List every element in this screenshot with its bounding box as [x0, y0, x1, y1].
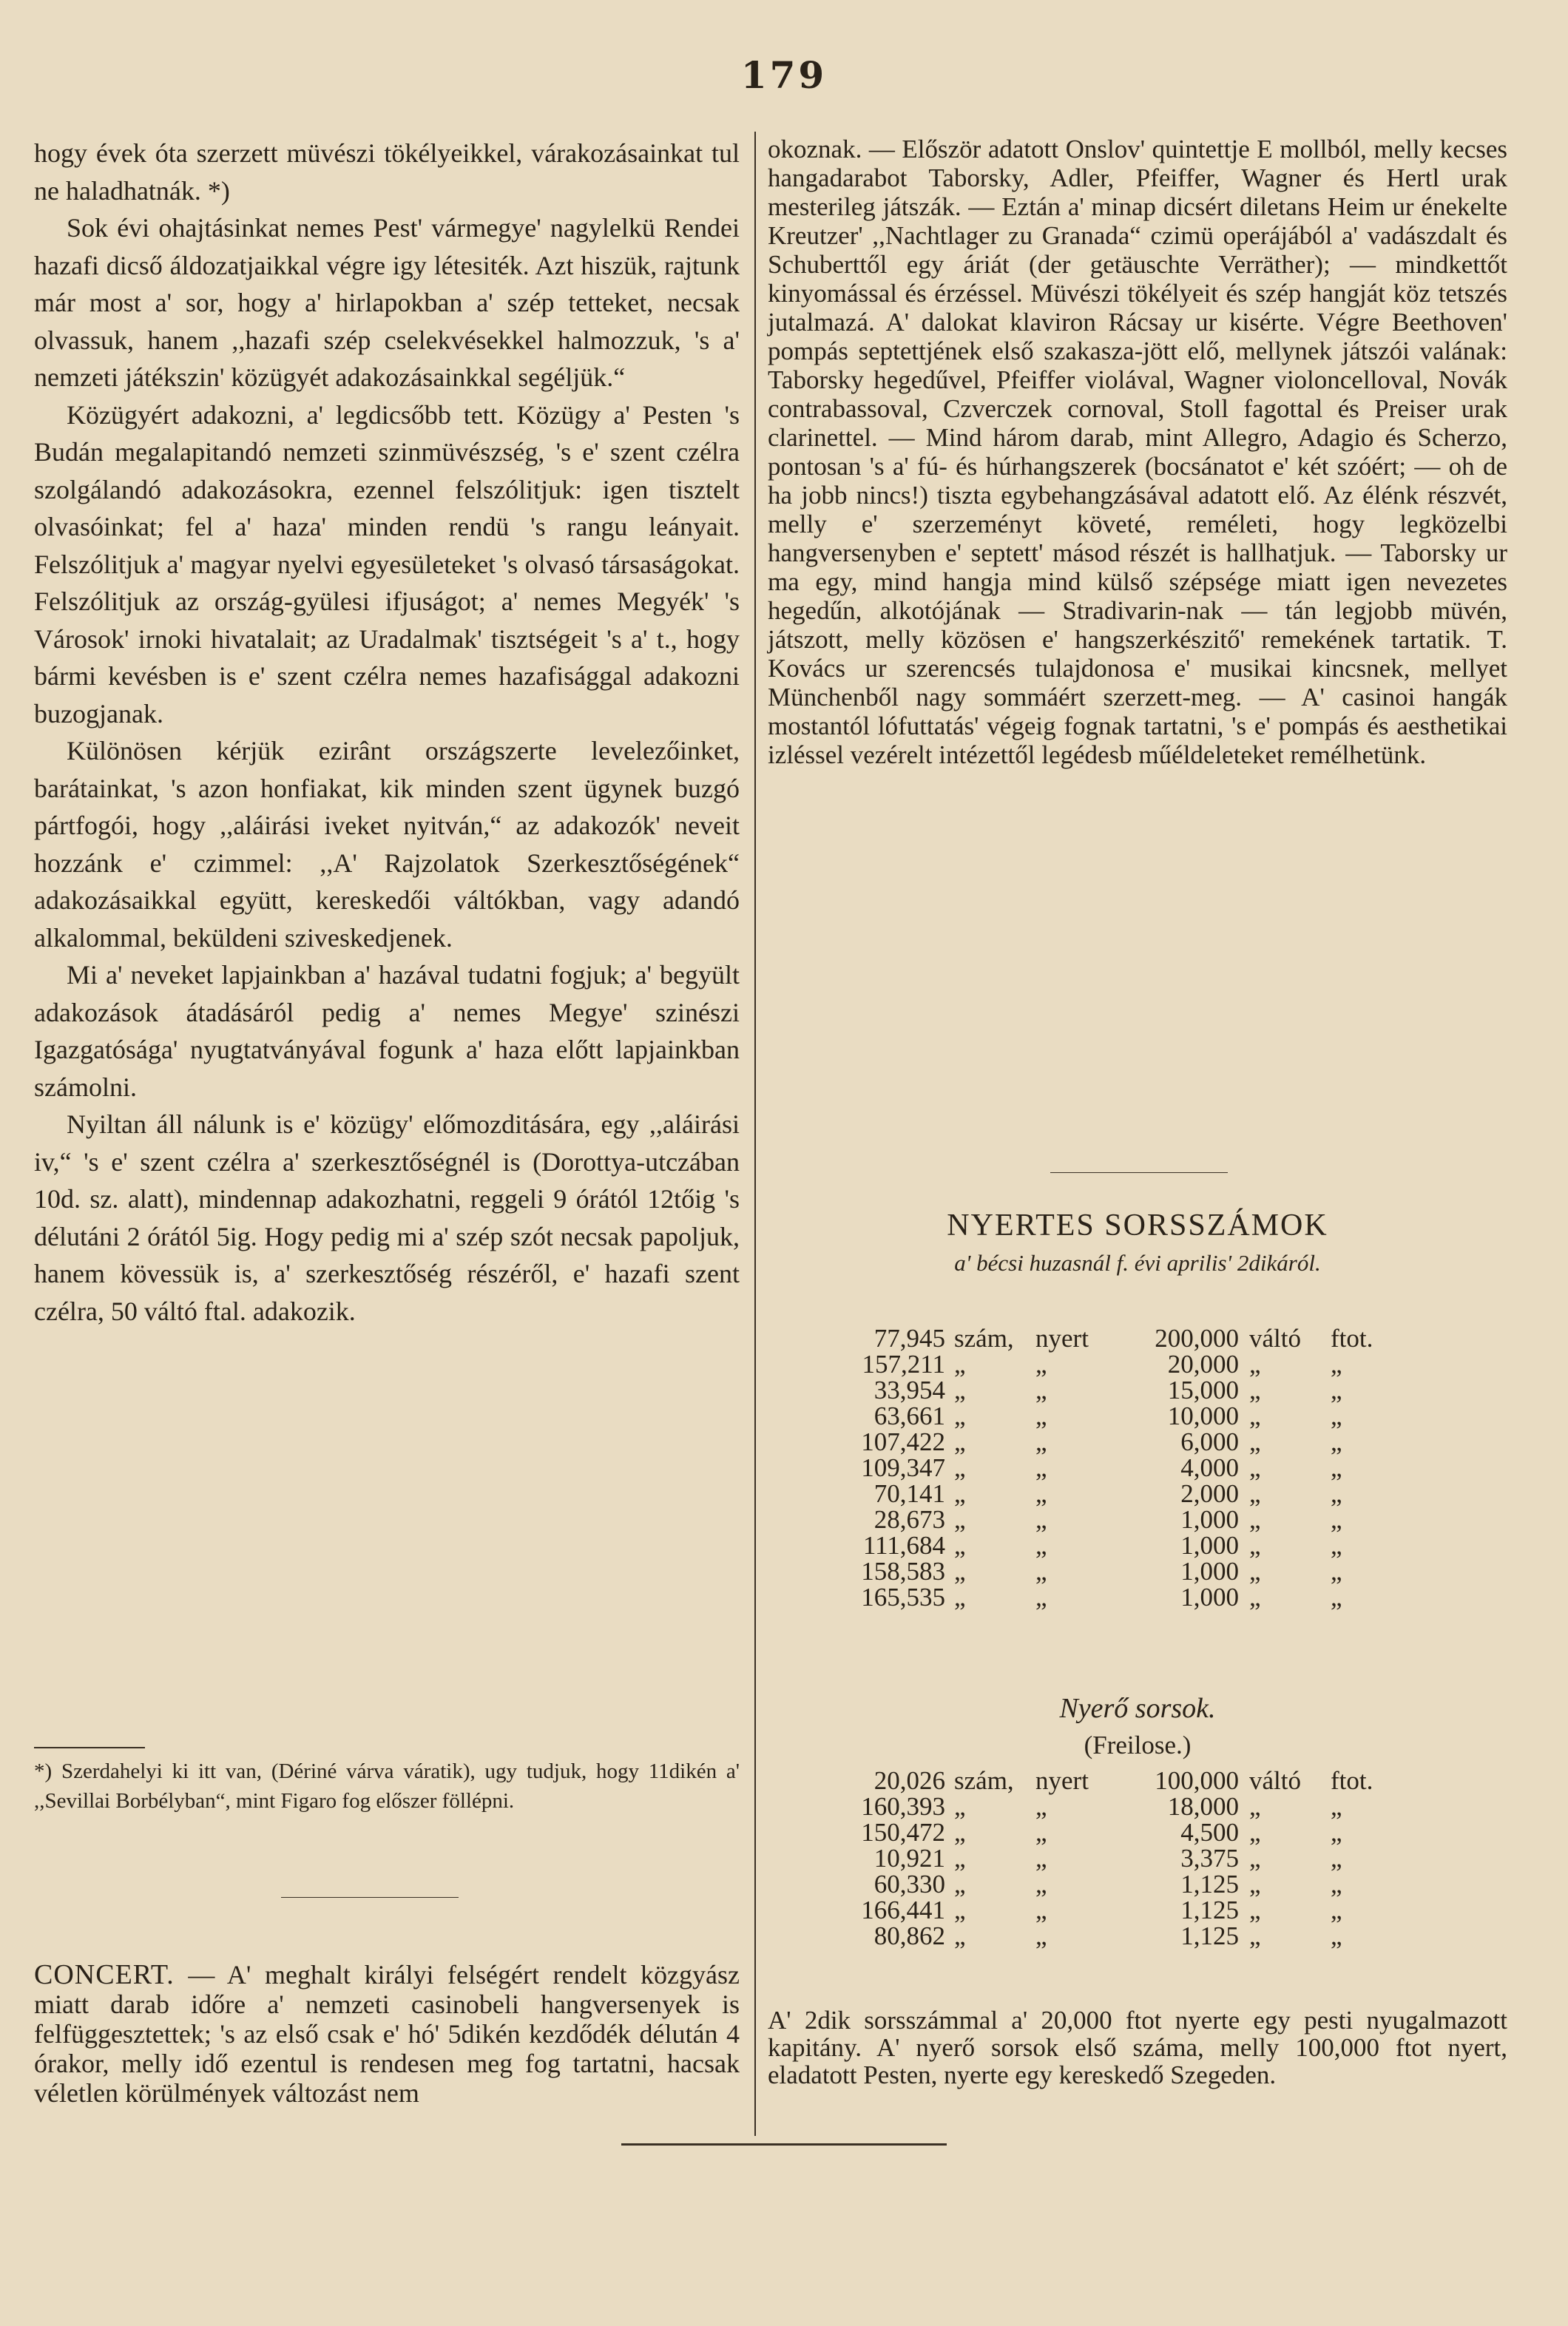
lottery-cell-w3: „ [1249, 1818, 1261, 1847]
lottery-cell-num: 109,347 [861, 1453, 945, 1482]
lottery-cell-amount: 10,000 [1167, 1402, 1239, 1430]
bottom-rule [621, 2143, 947, 2146]
column-divider [754, 132, 756, 2136]
lottery-cell-w1: szám, [954, 1324, 1014, 1353]
lottery-cell-w4: „ [1331, 1479, 1342, 1508]
lottery-cell-num: 165,535 [861, 1583, 945, 1612]
lottery-cell-w4: „ [1331, 1453, 1342, 1482]
right-column [768, 135, 1507, 769]
lottery-cell-num: 107,422 [861, 1427, 945, 1456]
lottery-cell-amount: 200,000 [1155, 1324, 1239, 1353]
lottery-cell-w3: „ [1249, 1921, 1261, 1950]
lottery-cell-amount: 20,000 [1167, 1350, 1239, 1379]
lottery-cell-w4: „ [1331, 1402, 1342, 1430]
lottery-row [820, 1377, 1390, 1403]
lottery-cell-w2: nyert [1035, 1766, 1089, 1795]
lottery-cell-w4: „ [1331, 1376, 1342, 1404]
lottery-cell-w2: „ [1035, 1531, 1047, 1560]
lottery-cell-w3: „ [1249, 1479, 1261, 1508]
lottery-cell-amount: 1,000 [1180, 1505, 1239, 1534]
lottery-row [820, 1351, 1390, 1377]
lottery-cell-num: 10,921 [873, 1844, 945, 1873]
nyero-heading: Nyerő sorsok. [1059, 1693, 1216, 1724]
lottery-cell-w3: „ [1249, 1844, 1261, 1873]
right-paragraph: okoznak. — Először adatott Onslov' quintettje E mollból, melly kecses hangadarabot Taborsky, Adler, Pfeiffer, Wagner és Hertl urak mesterileg játszák. — Eztán a' minap dicsért diletans Heim ur énekelte Kreutzer' ,,Nachtlager zu Granada“ czimü operájából a' vadászdalt és Schuberttől egy áriát (der getäuschte Verräther); — mindkettőt kinyomással és érzéssel. Müvészi tökélyeit és szép hangját köz tetszés jutalmazá. A' dalokat klaviron Rácsay ur kisérte. Végre Beethoven' pompás septettjének első szakasza-jött elő, mellynek játszói valának: Taborsky hegedűvel, Pfeiffer violával, Wagner violoncelloval, Novák contrabassoval, Czverczek cornoval, Stoll fagottal és Preiser urak clarinettel. — Mind három darab, mint Allegro, Adagio és Scherzo, pontosan 's a' fú- és húrhangszerek (bocsánatot e' két szóért; — oh de ha jobb nincs!) tiszta egybehangzásával adatott elő. Az élénk részvét, melly e' szerzeményt követé, reméleti, hogy legközelbi hangversenyben e' septett' másod részét is hallhatjuk. — Taborsky ur ma egy, mind hangja mind külső szépsége miatt igen nevezetes hegedűn, alkotójának — Stradivarin-nak — tán legjobb müvén, játszott, melly közösen e' hangszerkészitő' remekének tartatik. T. Kovács ur szerencsés tulajdonosa e' musikai kincsnek, mellyet Münchenből nagy sommáért szerzett-meg. — A' casinoi hangák mostantól lófuttatás' végeig fognak tartatni, 's e' pompás és aesthetikai izléssel vezérelt intézettől legédesb műéldeleteket remélhetünk. [768, 135, 1507, 769]
lottery-cell-amount: 18,000 [1167, 1792, 1239, 1821]
lottery-cell-w1: szám, [954, 1766, 1014, 1795]
left-paragraph-3: Közügyért adakozni, a' legdicsőbb tett. Közügy a' Pesten 's Budán megalapitandó nemzeti szinmüvészség, 's e' szent czélra szolgálandó adakozásokra, ezennel felszólitjuk: igen tisztelt olvasóinkat; fel a' haza' minden rendü 's rangu leányait. Felszólitjuk a' magyar nyelvi egyesületeket 's olvasó társaságokat. Felszólitjuk az ország-gyülesi ifjuságot; a' nemes Megyék' 's Városok' irnoki hivatalait; az Uradalmak' tisztségeit 's a' t., hogy bármi kevésben is e' szent czélra nemes hazafisággal adakozni buzogjanak. [34, 399, 740, 728]
lottery-row [820, 1481, 1390, 1507]
lottery-row [820, 1845, 1390, 1871]
lottery-cell-amount: 2,000 [1180, 1479, 1239, 1508]
concert-article [34, 1960, 740, 2108]
lottery-cell-w4: „ [1331, 1583, 1342, 1612]
lottery-cell-w3: „ [1249, 1505, 1261, 1534]
lottery-cell-num: 60,330 [873, 1870, 945, 1899]
lottery-row [820, 1584, 1390, 1610]
lottery-row [820, 1768, 1390, 1793]
lottery-cell-num: 28,673 [873, 1505, 945, 1534]
left-column [34, 135, 740, 1330]
lottery-cell-num: 157,211 [862, 1350, 945, 1379]
lottery-cell-amount: 4,000 [1180, 1453, 1239, 1482]
lottery-cell-amount: 1,000 [1180, 1583, 1239, 1612]
footnote-rule [34, 1747, 145, 1748]
lottery-cell-w3: „ [1249, 1583, 1261, 1612]
lottery-row [820, 1871, 1390, 1897]
lottery-cell-w1: „ [954, 1870, 966, 1899]
lottery-cell-amount: 4,500 [1180, 1818, 1239, 1847]
lottery-subtitle: a' bécsi huzasnál f. évi aprilis' 2dikáról. [954, 1250, 1321, 1276]
lottery-cell-w2: „ [1035, 1350, 1047, 1379]
lottery-row [820, 1403, 1390, 1429]
lottery-row [820, 1532, 1390, 1558]
lottery-row [820, 1923, 1390, 1949]
left-paragraph-6: Nyiltan áll nálunk is e' közügy' előmozditására, egy ,,aláirási iv,“ 's e' szent czélra a' szerkesztőségnél is (Dorottya-utczában 10d. sz. alatt), mindennap adakozhatni, reggeli 9 órától 12tőig 's délutáni 2 órától 5ig. Hogy pedig mi a' szép szót necsak papoljuk, hanem kövessük is, a' szerkesztőség részéről, e' hazafi szent czélra, 50 váltó ftal. adakozik. [34, 1109, 740, 1326]
lottery-cell-w3: váltó [1249, 1324, 1301, 1353]
concert-heading: CONCERT. [34, 1959, 175, 1990]
lottery-cell-w1: „ [954, 1531, 966, 1560]
lottery-cell-w2: „ [1035, 1505, 1047, 1534]
lottery-title: NYERTES SORSSZÁMOK [947, 1208, 1328, 1243]
lottery-cell-w3: „ [1249, 1870, 1261, 1899]
lottery-closing: A' 2dik sorsszámmal a' 20,000 ftot nyerte egy pesti nyugalmazott kapitány. A' nyerő sorsok első száma, melly 100,000 ftot nyert, eladatott Pesten, nyerte egy kereskedő Szegeden. [768, 2006, 1507, 2089]
lottery-cell-num: 63,661 [873, 1402, 945, 1430]
lottery-cell-num: 20,026 [873, 1766, 945, 1795]
lottery-cell-w1: „ [954, 1896, 966, 1924]
lottery-cell-w1: „ [954, 1921, 966, 1950]
section-rule [281, 1897, 459, 1898]
lottery-cell-w4: „ [1331, 1818, 1342, 1847]
lottery-cell-w3: „ [1249, 1896, 1261, 1924]
lottery-cell-w3: „ [1249, 1531, 1261, 1560]
lottery-row [820, 1793, 1390, 1819]
lottery-main-table [820, 1325, 1390, 1610]
lottery-cell-w2: nyert [1035, 1324, 1089, 1353]
lottery-cell-w4: „ [1331, 1505, 1342, 1534]
lottery-cell-w3: „ [1249, 1453, 1261, 1482]
lottery-cell-w3: váltó [1249, 1766, 1301, 1795]
lottery-cell-w1: „ [954, 1792, 966, 1821]
lottery-cell-w2: „ [1035, 1896, 1047, 1924]
freilose-label: (Freilose.) [1084, 1731, 1192, 1759]
lottery-cell-amount: 15,000 [1167, 1376, 1239, 1404]
lottery-cell-num: 166,441 [861, 1896, 945, 1924]
lottery-cell-num: 111,684 [862, 1531, 945, 1560]
lottery-cell-w1: „ [954, 1453, 966, 1482]
left-paragraph-1: hogy évek óta szerzett müvészi tökélyeikkel, várakozásainkat tul ne haladhatnák. *) [34, 138, 740, 206]
lottery-cell-w2: „ [1035, 1427, 1047, 1456]
lottery-cell-num: 80,862 [873, 1921, 945, 1950]
lottery-cell-w1: „ [954, 1479, 966, 1508]
lottery-cell-w4: „ [1331, 1531, 1342, 1560]
lottery-cell-w2: „ [1035, 1583, 1047, 1612]
lottery-cell-amount: 100,000 [1155, 1766, 1239, 1795]
lottery-cell-amount: 6,000 [1180, 1427, 1239, 1456]
left-paragraph-5: Mi a' neveket lapjainkban a' hazával tudatni fogjuk; a' begyült adakozások átadásáról pedig a' nemes Megye' szinészi Igazgatósága' nyugtatványával fogunk a' haza előtt lapjainkban számolni. [34, 960, 740, 1102]
lottery-rule [1050, 1172, 1228, 1173]
left-paragraph-2: Sok évi ohajtásinkat nemes Pest' vármegye' nagylelkü Rendei hazafi dicső áldozatjaikkal végre igy létesiték. Azt hiszük, rajtunk már most a' sor, hogy a' hirlapokban a' szép tetteket, necsak olvassuk, hanem ,,hazafi szép cselekvésekkel halmozzuk, 's a' nemzeti játékszin' közügyét adakozásainkkal segéljük.“ [34, 213, 740, 392]
lottery-cell-w4: ftot. [1331, 1766, 1373, 1795]
lottery-cell-amount: 1,125 [1180, 1921, 1239, 1950]
lottery-cell-w2: „ [1035, 1453, 1047, 1482]
lottery-cell-w4: „ [1331, 1896, 1342, 1924]
lottery-cell-w4: „ [1331, 1792, 1342, 1821]
lottery-cell-w1: „ [954, 1557, 966, 1586]
lottery-cell-w2: „ [1035, 1557, 1047, 1586]
lottery-cell-w1: „ [954, 1427, 966, 1456]
lottery-cell-amount: 3,375 [1180, 1844, 1239, 1873]
lottery-cell-amount: 1,125 [1180, 1896, 1239, 1924]
lottery-row [820, 1455, 1390, 1481]
lottery-cell-num: 33,954 [873, 1376, 945, 1404]
lottery-cell-w1: „ [954, 1505, 966, 1534]
lottery-cell-num: 160,393 [861, 1792, 945, 1821]
lottery-cell-w1: „ [954, 1583, 966, 1612]
lottery-cell-w4: „ [1331, 1557, 1342, 1586]
lottery-cell-num: 158,583 [861, 1557, 945, 1586]
lottery-cell-w2: „ [1035, 1479, 1047, 1508]
lottery-cell-w3: „ [1249, 1427, 1261, 1456]
lottery-cell-num: 70,141 [873, 1479, 945, 1508]
lottery-cell-num: 150,472 [861, 1818, 945, 1847]
lottery-cell-w4: „ [1331, 1921, 1342, 1950]
lottery-cell-w2: „ [1035, 1402, 1047, 1430]
lottery-cell-w1: „ [954, 1844, 966, 1873]
footnote: *) Szerdahelyi ki itt van, (Dériné várva váratik), ugy tudjuk, hogy 11dikén a' ,,Sevillai Borbélyban“, mint Figaro fog előszer föllépni. [34, 1759, 740, 1813]
lottery-cell-w2: „ [1035, 1792, 1047, 1821]
lottery-cell-w2: „ [1035, 1376, 1047, 1404]
lottery-row [820, 1429, 1390, 1455]
lottery-free-table [820, 1768, 1390, 1949]
lottery-row [820, 1897, 1390, 1923]
lottery-cell-w3: „ [1249, 1402, 1261, 1430]
lottery-cell-w4: „ [1331, 1870, 1342, 1899]
page-number: 179 [740, 53, 828, 97]
lottery-cell-amount: 1,000 [1180, 1531, 1239, 1560]
lottery-cell-w3: „ [1249, 1792, 1261, 1821]
lottery-cell-w3: „ [1249, 1350, 1261, 1379]
left-paragraph-4: Különösen kérjük ezirânt országszerte levelezőinket, barátainkat, 's azon honfiakat, kik minden szent ügynek buzgó pártfogói, hogy ,,aláirási iveket nyitván,“ az adakozók' neveit hozzánk e' czimmel: ,,A' Rajzolatok Szerkesztőségének“ adakozásaikkal együtt, kereskedői váltókban, vagy adandó alkalommal, beküldeni sziveskedjenek. [34, 736, 740, 953]
lottery-row [820, 1819, 1390, 1845]
lottery-cell-w3: „ [1249, 1557, 1261, 1586]
lottery-cell-w4: „ [1331, 1427, 1342, 1456]
lottery-cell-w1: „ [954, 1350, 966, 1379]
lottery-cell-w4: ftot. [1331, 1324, 1373, 1353]
lottery-cell-w1: „ [954, 1376, 966, 1404]
concert-text: — A' meghalt királyi felségért rendelt közgyász miatt darab időre a' nemzeti casinobeli hangversenyek is felfüggesztettek; 's az első csak e' hó' 5dikén kezdődék délután 4 órakor, melly idő ezentul is rendesen meg fog tartatni, hacsak véletlen körülmények változást nem [34, 1960, 740, 2108]
lottery-cell-w4: „ [1331, 1350, 1342, 1379]
lottery-cell-w1: „ [954, 1402, 966, 1430]
lottery-cell-amount: 1,000 [1180, 1557, 1239, 1586]
lottery-cell-w3: „ [1249, 1376, 1261, 1404]
lottery-cell-num: 77,945 [873, 1324, 945, 1353]
lottery-cell-w2: „ [1035, 1818, 1047, 1847]
lottery-cell-w4: „ [1331, 1844, 1342, 1873]
lottery-cell-amount: 1,125 [1180, 1870, 1239, 1899]
lottery-row [820, 1558, 1390, 1584]
lottery-cell-w2: „ [1035, 1844, 1047, 1873]
lottery-cell-w1: „ [954, 1818, 966, 1847]
lottery-row [820, 1325, 1390, 1351]
lottery-row [820, 1507, 1390, 1532]
lottery-cell-w2: „ [1035, 1870, 1047, 1899]
lottery-cell-w2: „ [1035, 1921, 1047, 1950]
